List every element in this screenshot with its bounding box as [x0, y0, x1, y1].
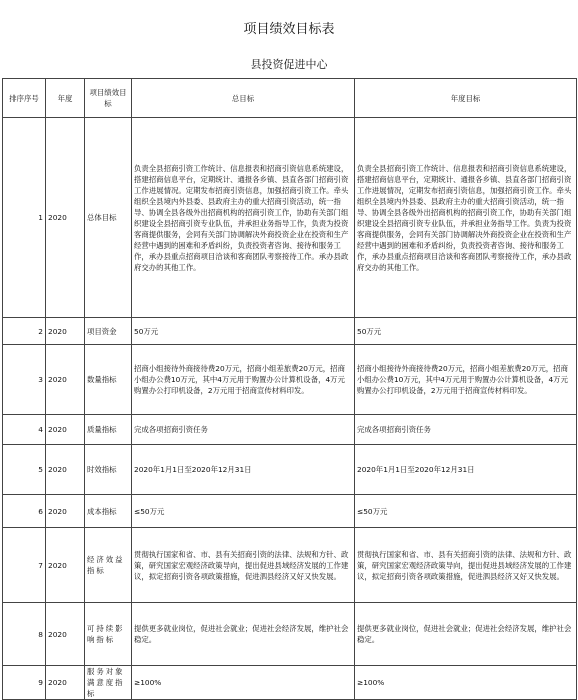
row-number: 7	[3, 528, 46, 603]
row-total-goal: 负责全县招商引资工作统计、信息报表和招商引资信息系统建设，搭建招商信息平台，定期统计、通报各乡镇、县直各部门招商引资工作进展情况。定期发布招商引资信息，加强招商引资工作。牵头组织全县境内外县委、县政府主办的重大招商引资活动，统一指导、协调全县各级外出招商机构的招商引资工作，协助有关部门组织建设全县招商引资专业队伍，并承担业务指导工作，负责为投资客商提供服务，会同有关部门协调解决外商投资企业在投资和生产经营中遇到的困难和矛盾纠纷，负责投资者咨询、接待和服务工作，承办县重点招商项目洽谈和客商团队考察接待工作。承办县政府交办的其他工作。	[132, 118, 355, 318]
row-year: 2020	[46, 528, 85, 603]
header-indicator: 项目绩效目标	[85, 79, 132, 118]
header-annual-goal: 年度目标	[355, 79, 577, 118]
row-annual-goal: ≤50万元	[355, 495, 577, 528]
row-annual-goal: 贯彻执行国家和省、市、县有关招商引资的法律、法规和方针、政策，研究国家宏观经济政策导向，提出促进县域经济发展的工作建议，拟定招商引资各项政策措施，促进泗县经济又好又快发展。	[355, 528, 577, 603]
table-row	[3, 118, 577, 318]
header-sequence: 排序序号	[3, 79, 46, 118]
row-number: 8	[3, 603, 46, 666]
header-total-goal: 总目标	[132, 79, 355, 118]
table-row	[3, 495, 577, 528]
row-year: 2020	[46, 603, 85, 666]
row-year: 2020	[46, 345, 85, 415]
row-annual-goal: 2020年1月1日至2020年12月31日	[355, 445, 577, 495]
table-header-row	[3, 79, 577, 118]
row-number: 9	[3, 666, 46, 700]
row-total-goal: 完成各项招商引资任务	[132, 415, 355, 445]
row-annual-goal: 50万元	[355, 318, 577, 345]
row-total-goal: ≥100%	[132, 666, 355, 700]
page-title: 项目绩效目标表	[243, 22, 335, 37]
row-annual-goal: 完成各项招商引资任务	[355, 415, 577, 445]
table-row	[3, 445, 577, 495]
row-indicator: 经济效益指标	[85, 528, 132, 603]
row-number: 1	[3, 118, 46, 318]
row-indicator: 数量指标	[85, 345, 132, 415]
row-number: 6	[3, 495, 46, 528]
row-year: 2020	[46, 666, 85, 700]
row-number: 5	[3, 445, 46, 495]
page-subtitle: 县投资促进中心	[250, 58, 328, 71]
table-row	[3, 666, 577, 700]
row-indicator: 总体目标	[85, 118, 132, 318]
row-annual-goal: ≥100%	[355, 666, 577, 700]
row-annual-goal: 提供更多就业岗位，促进社会就业；促进社会经济发展，维护社会稳定。	[355, 603, 577, 666]
row-total-goal: 2020年1月1日至2020年12月31日	[132, 445, 355, 495]
row-indicator: 可持续影响指标	[85, 603, 132, 666]
row-number: 3	[3, 345, 46, 415]
table-row	[3, 345, 577, 415]
row-annual-goal: 负责全县招商引资工作统计、信息报表和招商引资信息系统建设，搭建招商信息平台，定期统计、通报各乡镇、县直各部门招商引资工作进展情况，定期发布招商引资信息，加强招商引资工作。牵头组织全县境内外县委、县政府主办的重大招商引资活动，统一指导、协调全县各级外出招商机构的招商引资工作，协助有关部门组织建设全县招商引资专业队伍，并承担业务指导工作。负责为投资客商提供服务，会同有关部门协调解决外商投资企业在投资和生产经营中遇到的困难和矛盾纠纷，负责投资者咨询、接待和服务工作，承办县重点招商项目洽谈和客商团队考察接待工作，承办县政府交办的其他工作。	[355, 118, 577, 318]
row-total-goal: ≤50万元	[132, 495, 355, 528]
row-indicator: 成本指标	[85, 495, 132, 528]
row-year: 2020	[46, 445, 85, 495]
row-indicator: 服务对象满意度指标	[85, 666, 132, 700]
row-number: 2	[3, 318, 46, 345]
row-year: 2020	[46, 495, 85, 528]
table-row	[3, 528, 577, 603]
performance-table	[2, 78, 577, 700]
header-year: 年度	[46, 79, 85, 118]
table-row	[3, 318, 577, 345]
row-annual-goal: 招商小组接待外商接待费20万元，招商小组差旅费20万元，招商小组办公费10万元，其中4万元用于购置办公计算机设备，4万元购置办公打印机设备，2万元用于招商宣传材料印发。	[355, 345, 577, 415]
row-year: 2020	[46, 118, 85, 318]
row-indicator: 项目资金	[85, 318, 132, 345]
table-row	[3, 415, 577, 445]
table-row	[3, 603, 577, 666]
row-year: 2020	[46, 318, 85, 345]
row-indicator: 时效指标	[85, 445, 132, 495]
row-number: 4	[3, 415, 46, 445]
row-total-goal: 50万元	[132, 318, 355, 345]
row-total-goal: 贯彻执行国家和省、市、县有关招商引资的法律、法规和方针、政策，研究国家宏观经济政策导向，提出促进县域经济发展的工作建议，拟定招商引资各项政策措施，促进泗县经济又好又快发展。	[132, 528, 355, 603]
row-indicator: 质量指标	[85, 415, 132, 445]
row-total-goal: 提供更多就业岗位，促进社会就业；促进社会经济发展，维护社会稳定。	[132, 603, 355, 666]
row-total-goal: 招商小组接待外商接待费20万元，招商小组差旅费20万元，招商小组办公费10万元，其中4万元用于购置办公计算机设备，4万元购置办公打印机设备，2万元用于招商宣传材料印发。	[132, 345, 355, 415]
row-year: 2020	[46, 415, 85, 445]
